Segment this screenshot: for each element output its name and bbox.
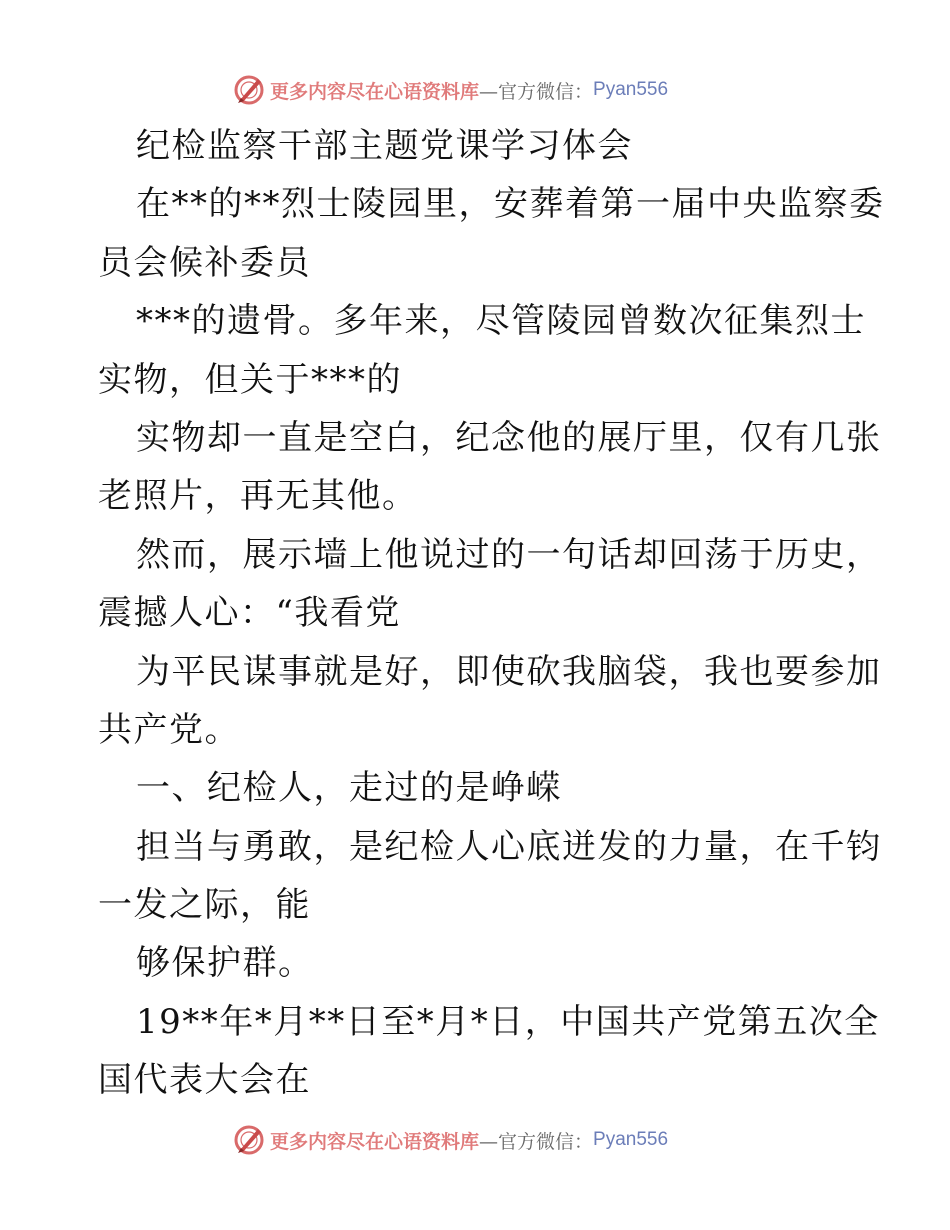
watermark-lead: 更多内容尽在心语资料库: [270, 1130, 480, 1153]
text-line: 国代表大会在: [98, 1060, 311, 1101]
footer-watermark: [232, 1120, 712, 1160]
text-line: 震撼人心：“我看党: [98, 593, 401, 634]
watermark-lead: 更多内容尽在心语资料库: [270, 80, 480, 103]
document-title: 纪检监察干部主题党课学习体会: [136, 126, 633, 166]
header-watermark: [232, 70, 712, 110]
text-line: 担当与勇敢，是纪检人心底迸发的力量，在千钧: [136, 826, 882, 867]
text-line: 够保护群。: [136, 943, 314, 984]
text-line: ***的遗骨。多年来，尽管陵园曾数次征集烈士: [136, 301, 866, 342]
text-line: 一、纪检人，走过的是峥嵘: [136, 768, 562, 809]
quill-circle-logo: [232, 1123, 266, 1157]
watermark-tail: —官方微信：: [479, 80, 594, 103]
watermark-id: Pyan556: [593, 79, 669, 100]
text-line: 19**年*月**日至*月*日，中国共产党第五次全: [136, 1001, 880, 1042]
text-line: 在**的**烈士陵园里，安葬着第一届中央监察委: [136, 184, 885, 225]
watermark-id: Pyan556: [593, 1129, 669, 1150]
text-line: 为平民谋事就是好，即使砍我脑袋，我也要参加: [136, 651, 882, 692]
document-body: [0, 117, 950, 1110]
text-line: 老照片，再无其他。: [98, 476, 418, 517]
text-line: 实物却一直是空白，纪念他的展厅里，仅有几张: [136, 417, 882, 458]
text-line: 员会候补委员: [98, 242, 311, 283]
watermark-tail: —官方微信：: [479, 1130, 594, 1153]
quill-circle-logo: [232, 73, 266, 107]
text-line: 共产党。: [98, 709, 240, 750]
text-line: 实物，但关于***的: [98, 359, 402, 400]
text-line: 然而，展示墙上他说过的一句话却回荡于历史，: [136, 534, 882, 575]
text-line: 一发之际，能: [98, 885, 311, 926]
